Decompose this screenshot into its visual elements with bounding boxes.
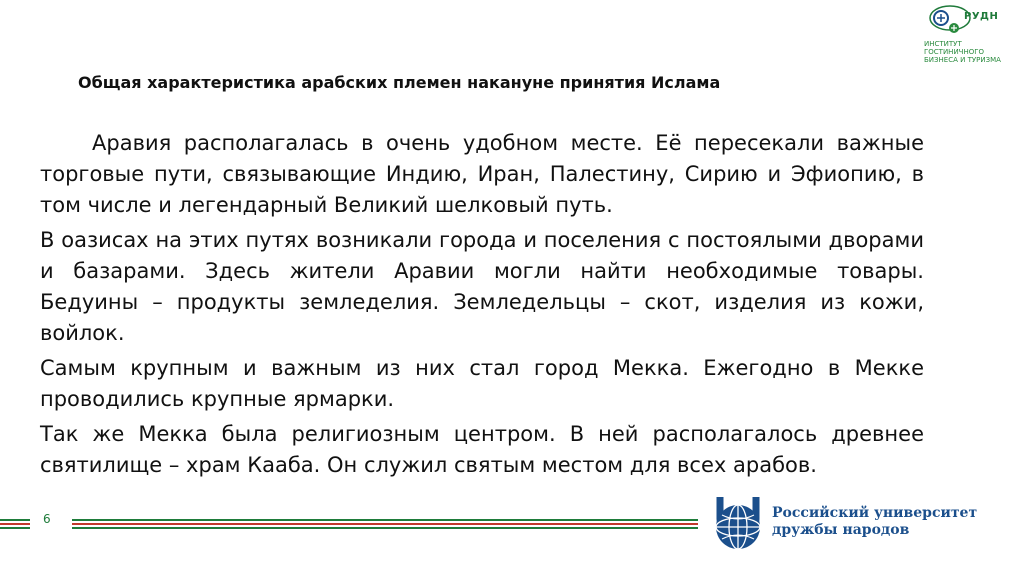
paragraph: Аравия располагалась в очень удобном месте. Её пересекали важные торговые пути, связывающие Индию, Иран, Палестину, Сирию и Эфиопию, в том числе и легендарный Великий шелковый путь. xyxy=(40,131,924,217)
institute-logo xyxy=(920,2,1020,72)
paragraph: Самым крупным и важным из них стал город Мекка. Ежегодно в Мекке проводились крупные ярмарки. xyxy=(40,356,924,411)
university-name xyxy=(772,505,977,539)
slide-title: Общая характеристика арабских племен накануне принятия Ислама xyxy=(78,73,721,92)
slide-body xyxy=(40,128,924,485)
page-number: 6 xyxy=(43,512,51,526)
university-name-line1: Российский университет xyxy=(772,505,978,521)
institute-brand: РУДН xyxy=(964,11,999,22)
institute-caption: ИНСТИТУТ ГОСТИНИЧНОГО БИЗНЕСА И ТУРИЗМА xyxy=(924,40,1001,64)
university-name-line2: дружбы народов xyxy=(772,522,910,538)
university-logo xyxy=(706,493,1006,559)
paragraph: Так же Мекка была религиозным центром. В ней располагалось древнее святилище – храм Кааба. Он служил святым местом для всех арабов. xyxy=(40,422,924,477)
rudn-emblem-icon xyxy=(706,493,770,559)
paragraph: В оазисах на этих путях возникали города и поселения с постоялыми дворами и базарами. Здесь жители Аравии могли найти необходимые товары. Бедуины – продукты земледелия. Земледельцы – скот, изделия из кожи, войлок. xyxy=(40,228,924,345)
